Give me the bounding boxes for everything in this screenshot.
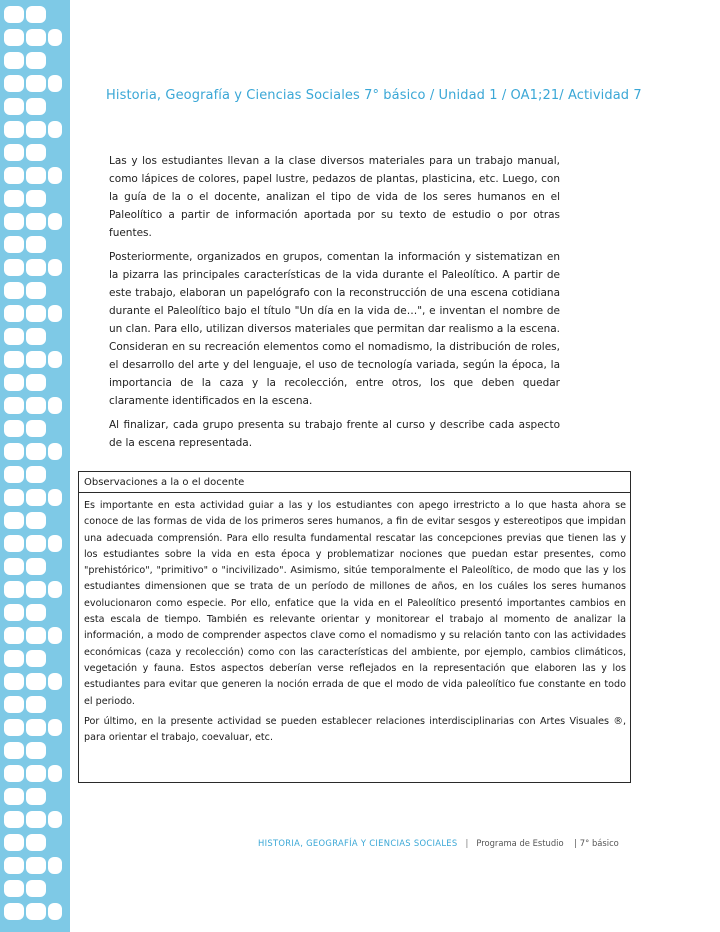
decorative-bubble <box>26 857 46 874</box>
decorative-bubble <box>4 788 24 805</box>
footer-grade: | 7° básico <box>574 838 619 848</box>
decorative-bubble <box>4 75 24 92</box>
decorative-bubble <box>26 581 46 598</box>
decorative-bubble <box>26 834 46 851</box>
activity-paragraph: Al finalizar, cada grupo presenta su trabajo frente al curso y describe cada aspecto de la escena representada. <box>109 419 560 449</box>
decorative-bubble <box>26 742 46 759</box>
decorative-bubble <box>26 673 46 690</box>
decorative-bubble <box>26 29 46 46</box>
decorative-bubble <box>4 305 24 322</box>
decorative-bubble <box>48 29 62 46</box>
decorative-bubble <box>4 696 24 713</box>
decorative-bubble <box>4 213 24 230</box>
decorative-bubble <box>48 213 62 230</box>
decorative-bubble <box>48 121 62 138</box>
decorative-bubble <box>4 397 24 414</box>
decorative-bubble <box>4 328 24 345</box>
decorative-bubble <box>4 765 24 782</box>
decorative-bubble <box>48 351 62 368</box>
decorative-bubble <box>26 328 46 345</box>
decorative-bubble <box>26 880 46 897</box>
page-footer <box>258 838 638 848</box>
decorative-bubble <box>4 512 24 529</box>
decorative-bubble <box>26 512 46 529</box>
decorative-bubble <box>4 558 24 575</box>
decorative-bubble <box>4 259 24 276</box>
decorative-bubble <box>4 98 24 115</box>
decorative-bubble <box>26 788 46 805</box>
decorative-bubble <box>48 259 62 276</box>
decorative-bubble <box>26 397 46 414</box>
decorative-bubble <box>26 558 46 575</box>
decorative-side-strip <box>0 0 70 932</box>
decorative-bubble <box>26 259 46 276</box>
decorative-bubble <box>26 443 46 460</box>
decorative-bubble <box>26 75 46 92</box>
decorative-bubble <box>26 167 46 184</box>
decorative-bubble <box>26 696 46 713</box>
activity-description <box>109 152 560 458</box>
decorative-bubble <box>48 627 62 644</box>
decorative-bubble <box>26 604 46 621</box>
decorative-bubble <box>4 650 24 667</box>
decorative-bubble <box>4 880 24 897</box>
decorative-bubble <box>4 351 24 368</box>
footer-program: Programa de Estudio <box>476 838 564 848</box>
decorative-bubble <box>4 443 24 460</box>
decorative-bubble <box>26 305 46 322</box>
decorative-bubble <box>26 121 46 138</box>
decorative-bubble <box>26 98 46 115</box>
footer-subject: HISTORIA, GEOGRAFÍA Y CIENCIAS SOCIALES <box>258 838 458 848</box>
decorative-bubble <box>26 650 46 667</box>
decorative-bubble <box>4 52 24 69</box>
decorative-bubble <box>4 627 24 644</box>
decorative-bubble <box>26 535 46 552</box>
decorative-bubble <box>4 834 24 851</box>
decorative-bubble <box>4 29 24 46</box>
decorative-bubble <box>48 903 62 920</box>
decorative-bubble <box>4 673 24 690</box>
decorative-bubble <box>48 167 62 184</box>
decorative-bubble <box>48 535 62 552</box>
decorative-bubble <box>4 581 24 598</box>
decorative-bubble <box>4 167 24 184</box>
decorative-bubble <box>4 121 24 138</box>
decorative-bubble <box>48 305 62 322</box>
decorative-bubble <box>48 397 62 414</box>
decorative-bubble <box>48 581 62 598</box>
decorative-bubble <box>26 811 46 828</box>
decorative-bubble <box>26 52 46 69</box>
decorative-bubble <box>4 719 24 736</box>
observations-paragraph: Es importante en esta actividad guiar a las y los estudiantes con apego irrestricto a lo que hasta ahora se conoce de las formas de vida de los primeros seres humanos, a fin de evitar sesgos y estereotipos que impidan una adecuada comprensión. Para ello resulta fundamental rescatar las concepciones previas que tienen las y los estudiantes sobre la vida en esta época y problematizar nociones que puedan estar presentes, como "prehistórico", "primitivo" o "incivilizado". Asimismo, sitúe temporalmente el Paleolítico, de modo que las y los estudiantes dimensionen que se trata de un período de millones de años, en los cuáles los seres humanos evolucionaron como especie. Por ello, enfatice que la vida en el Paleolítico presentó importantes cambios en esta escala de tiempo. También es relevante orientar y monitorear el trabajo al momento de analizar la información, a modo de comprender aspectos clave como el nomadismo y su relación tanto con las actividades económicas (caza y recolección) como con las características del ambiente, por ejemplo, cambios climáticos, vegetación y fauna. Estos aspectos deberían verse reflejados en la representación que elaboren las y los estudiantes para evitar que generen la noción errada de que el modo de vida paleolítico fue constante en todo el periodo. <box>84 500 626 707</box>
decorative-bubble <box>4 535 24 552</box>
decorative-bubble <box>48 75 62 92</box>
page-title: Historia, Geografía y Ciencias Sociales 7° básico / Unidad 1 / OA1;21/ Actividad 7 <box>106 88 642 103</box>
decorative-bubble <box>26 420 46 437</box>
decorative-bubble <box>4 236 24 253</box>
activity-paragraph: Las y los estudiantes llevan a la clase diversos materiales para un trabajo manual, como lápices de colores, papel lustre, pedazos de plantas, plasticina, etc. Luego, con la guía de la o el docente, analizan el tipo de vida de los seres humanos en el Paleolítico a partir de información aportada por su texto de estudio o por otras fuentes. <box>109 155 560 239</box>
decorative-bubble <box>4 282 24 299</box>
decorative-bubble <box>4 903 24 920</box>
decorative-bubble <box>26 466 46 483</box>
decorative-bubble <box>4 420 24 437</box>
footer-separator: | <box>465 838 469 848</box>
decorative-bubble <box>26 213 46 230</box>
decorative-bubble <box>4 466 24 483</box>
decorative-bubble <box>48 489 62 506</box>
decorative-bubble <box>48 673 62 690</box>
observations-body <box>84 498 626 746</box>
decorative-bubble <box>26 190 46 207</box>
decorative-bubble <box>26 144 46 161</box>
activity-paragraph: Posteriormente, organizados en grupos, comentan la información y sistematizan en la pizarra las principales características de la vida durante el Paleolítico. A partir de este trabajo, elaboran un papelógrafo con la reconstrucción de una escena cotidiana durante el Paleolítico bajo el título "Un día en la vida de…", e inventan el nombre de un clan. Para ello, utilizan diversos materiales que permitan dar realismo a la escena. Consideran en su recreación elementos como el nomadismo, la distribución de roles, el desarrollo del arte y del lenguaje, el uso de tecnología variada, según la época, la importancia de la caza y la recolección, entre otros, los que deben quedar claramente identificados en la escena. <box>109 251 560 407</box>
decorative-bubble <box>26 374 46 391</box>
decorative-bubble <box>4 6 24 23</box>
decorative-bubble <box>48 719 62 736</box>
decorative-bubble <box>48 765 62 782</box>
decorative-bubble <box>48 443 62 460</box>
decorative-bubble <box>48 857 62 874</box>
decorative-bubble <box>26 627 46 644</box>
observations-paragraph: Por último, en la presente actividad se pueden establecer relaciones interdisciplinarias con Artes Visuales ®, para orientar el trabajo, coevaluar, etc. <box>84 715 626 744</box>
decorative-bubble <box>26 765 46 782</box>
decorative-bubble <box>4 742 24 759</box>
decorative-bubble <box>26 351 46 368</box>
decorative-bubble <box>4 811 24 828</box>
decorative-bubble <box>4 144 24 161</box>
decorative-bubble <box>26 236 46 253</box>
decorative-bubble <box>4 857 24 874</box>
teacher-observations-box <box>78 471 631 783</box>
decorative-bubble <box>4 190 24 207</box>
decorative-bubble <box>4 604 24 621</box>
decorative-bubble <box>26 719 46 736</box>
decorative-bubble <box>26 6 46 23</box>
decorative-bubble <box>4 489 24 506</box>
decorative-bubble <box>26 282 46 299</box>
decorative-bubble <box>4 374 24 391</box>
decorative-bubble <box>26 489 46 506</box>
decorative-bubble <box>26 903 46 920</box>
decorative-bubble <box>48 811 62 828</box>
observations-title: Observaciones a la o el docente <box>79 475 630 493</box>
